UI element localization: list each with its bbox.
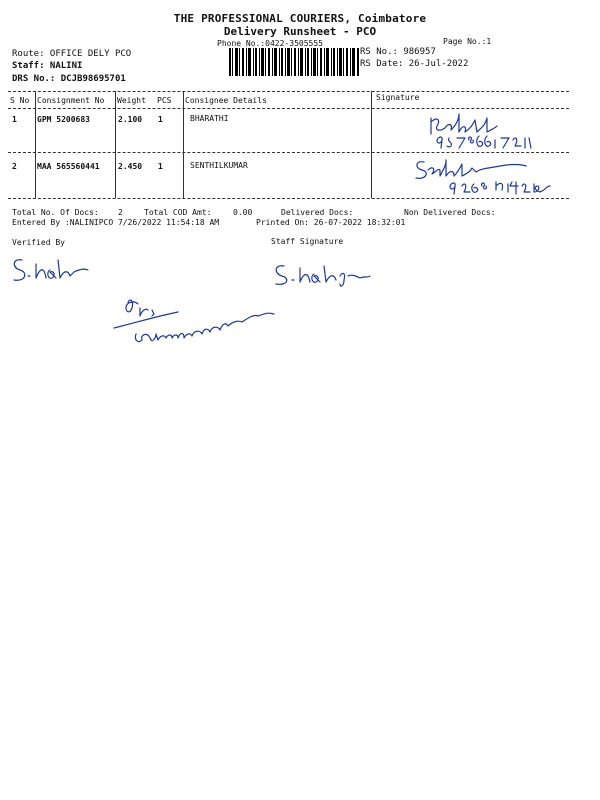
row-consignee: BHARATHI: [190, 114, 229, 123]
column-divider: [183, 91, 184, 198]
row-consignment: MAA 565560441: [37, 162, 100, 171]
rs-date: RS Date: 26-Jul-2022: [360, 59, 469, 69]
recipient-signature-1: [425, 110, 565, 152]
page-number: Page No.:1: [443, 37, 492, 46]
row-pcs: 1: [158, 115, 163, 124]
row-consignment: GPM 5200683: [37, 115, 90, 124]
total-cod-value: 0.00: [233, 208, 253, 217]
row-sno: 2: [12, 162, 17, 171]
row-pcs: 1: [158, 162, 163, 171]
row-weight: 2.100: [118, 115, 143, 124]
col-header-consignee: Consignee Details: [185, 96, 267, 105]
column-divider: [35, 91, 36, 198]
delivered-docs-label: Delivered Docs:: [281, 208, 354, 217]
handwritten-annotation: [108, 294, 283, 352]
table-top-rule: [8, 91, 569, 92]
table-bottom-rule: [8, 198, 569, 199]
printed-on: Printed On: 26-07-2022 18:32:01: [256, 218, 406, 227]
total-cod-label: Total COD Amt:: [144, 208, 212, 217]
route: Route: OFFICE DELY PCO: [12, 49, 132, 59]
col-header-sno: S No: [10, 96, 30, 105]
rs-number: RS No.: 986957: [360, 47, 436, 57]
verified-by-label: Verified By: [12, 238, 65, 247]
staff-signature-label: Staff Signature: [271, 237, 344, 246]
row-consignee: SENTHILKUMAR: [190, 161, 248, 170]
total-docs-label: Total No. Of Docs:: [12, 208, 99, 217]
col-header-consignment: Consignment No: [37, 96, 105, 105]
total-docs-value: 2: [118, 208, 123, 217]
recipient-signature-2: [410, 156, 570, 198]
runsheet-title: Delivery Runsheet - PCO: [223, 25, 377, 38]
phone-number: Phone No.:0422-3505555: [217, 39, 323, 48]
barcode: [229, 48, 359, 76]
entered-by: Entered By :NALINIPCO 7/26/2022 11:54:18 AM: [12, 218, 220, 227]
col-header-signature: Signature: [376, 93, 420, 102]
staff-name: Staff: NALINI: [12, 61, 83, 71]
col-header-pcs: PCS: [157, 96, 172, 105]
verifier-signature: [8, 254, 98, 286]
col-header-weight: Weight: [117, 96, 146, 105]
column-divider: [371, 91, 372, 198]
drs-number: DRS No.: DCJB98695701: [12, 74, 126, 84]
table-header-rule: [8, 108, 569, 109]
company-title: THE PROFESSIONAL COURIERS, Coimbatore: [173, 12, 427, 25]
row-divider: [8, 152, 569, 153]
column-divider: [115, 91, 116, 198]
non-delivered-docs-label: Non Delivered Docs:: [404, 208, 496, 217]
staff-signature: [268, 260, 378, 290]
row-weight: 2.450: [118, 162, 143, 171]
row-sno: 1: [12, 115, 17, 124]
